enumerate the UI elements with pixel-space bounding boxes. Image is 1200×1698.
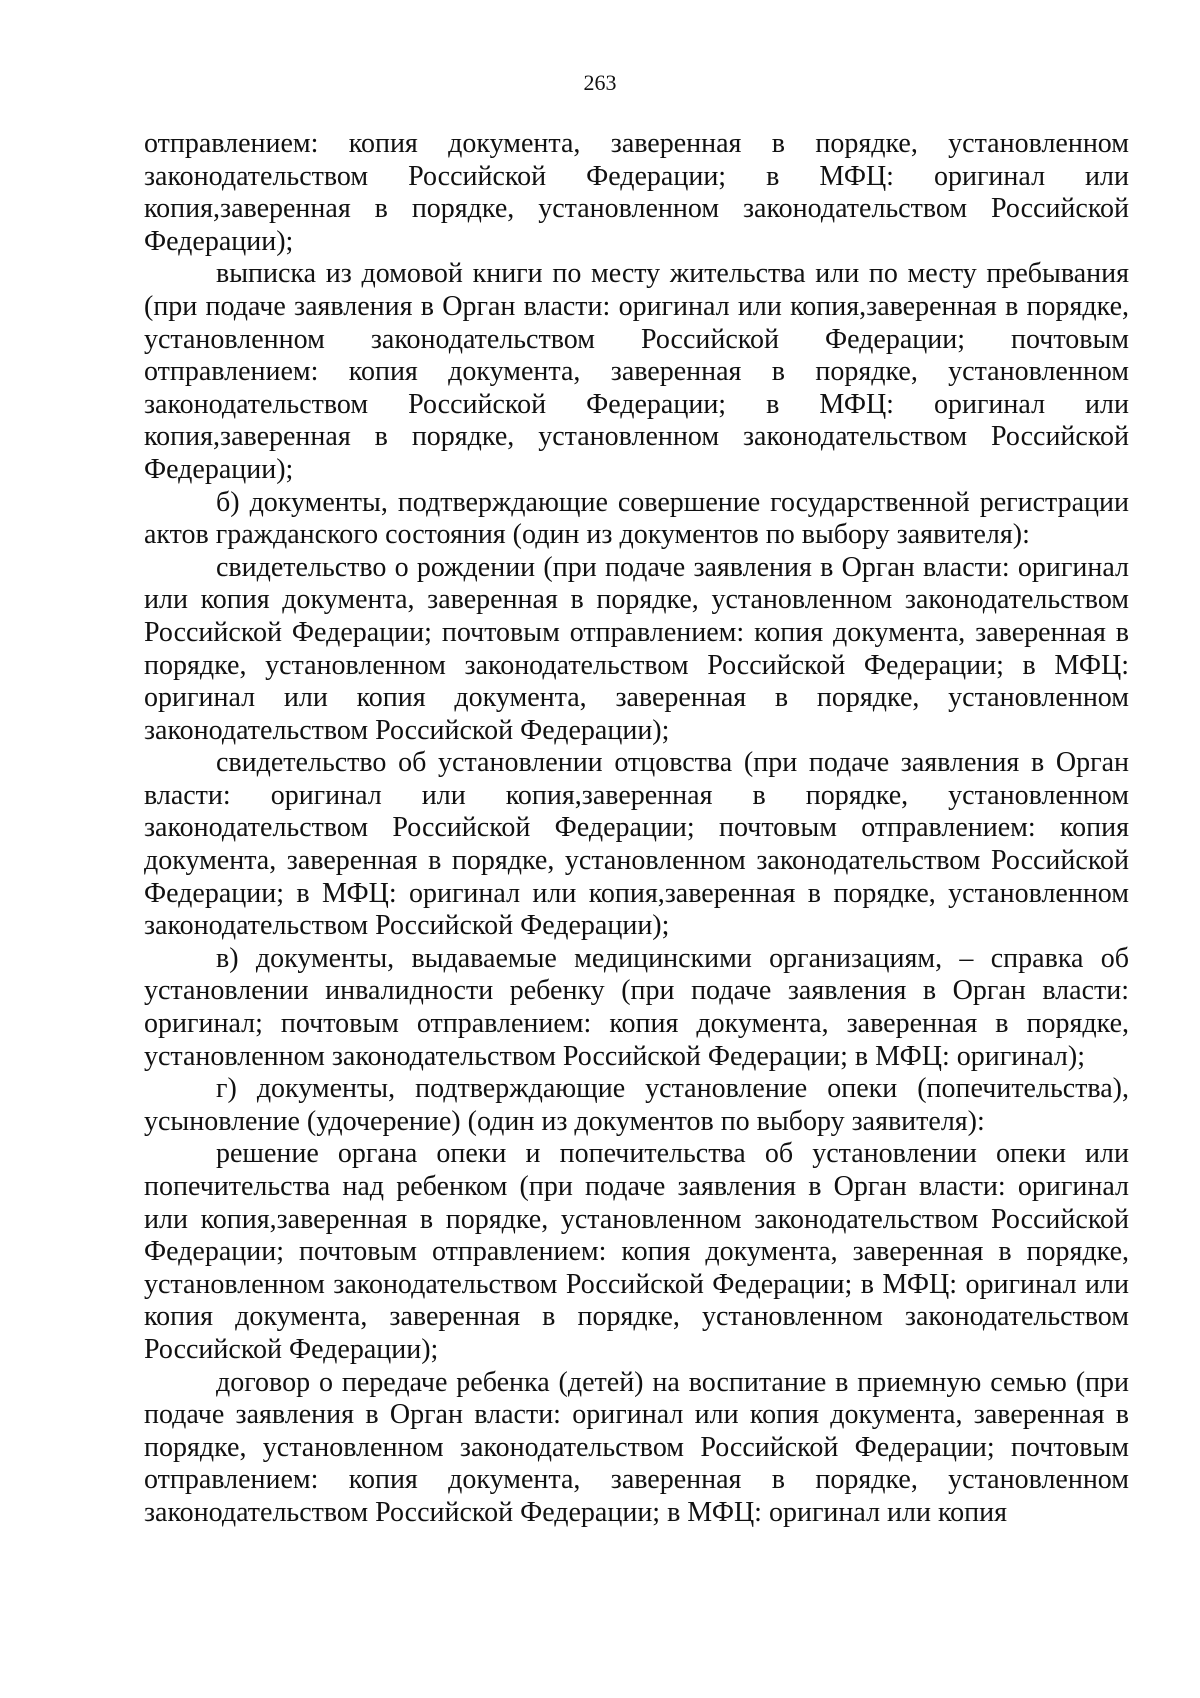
paragraph-continuation: отправлением: копия документа, заверенная в порядке, установленном законодательством Российской Федерации; в МФЦ: оригинал или копия,заверенная в порядке, установленном законодательством Российской Федерации);: [144, 128, 1129, 257]
paragraph-house-book-extract: выписка из домовой книги по месту жительства или по месту пребывания (при подаче заявления в Орган власти: оригинал или копия,заверенная в порядке, установленном законодательством Российской Федерации; почтовым отправлением: копия документа, заверенная в порядке, установленном законодательством Российской Федерации; в МФЦ: оригинал или копия,заверенная в порядке, установленном законодательством Российской Федерации);: [144, 258, 1129, 485]
paragraph-medical-documents: в) документы, выдаваемые медицинскими организациям, – справка об установлении инвалидности ребенку (при подаче заявления в Орган власти: оригинал; почтовым отправлением: копия документа, заверенная в порядке, установленном законодательством Российской Федерации; в МФЦ: оригинал);: [144, 942, 1129, 1072]
paragraph-guardianship-documents: г) документы, подтверждающие установление опеки (попечительства), усыновление (удочерение) (один из документов по выбору заявителя):: [144, 1073, 1129, 1137]
paragraph-civil-status-documents: б) документы, подтверждающие совершение государственной регистрации актов гражданского состояния (один из документов по выбору заявителя):: [144, 486, 1129, 551]
page-number: 263: [583, 70, 617, 95]
paragraph-paternity-certificate: свидетельство об установлении отцовства (при подаче заявления в Орган власти: оригинал или копия,заверенная в порядке, установленном законодательством Российской Федерации; почтовым отправлением: копия документа, заверенная в порядке, установленном законодательством Российской Федерации; в МФЦ: оригинал или копия,заверенная в порядке, установленном законодательством Российской Федерации);: [144, 747, 1129, 942]
paragraph-guardianship-decision: решение органа опеки и попечительства об установлении опеки или попечительства над ребенком (при подаче заявления в Орган власти: оригинал или копия,заверенная в порядке, установленном законодательством Российской Федерации; почтовым отправлением: копия документа, заверенная в порядке, установленном законодательством Российской Федерации; в МФЦ: оригинал или копия документа, заверенная в порядке, установленном законодательством Российской Федерации);: [144, 1138, 1129, 1365]
document-body: [144, 128, 1129, 1530]
paragraph-foster-family-agreement: договор о передаче ребенка (детей) на воспитание в приемную семью (при подаче заявления в Орган власти: оригинал или копия документа, заверенная в порядке, установленном законодательством Российской Федерации; почтовым отправлением: копия документа, заверенная в порядке, установленном законодательством Российской Федерации; в МФЦ: оригинал или копия: [144, 1366, 1129, 1528]
paragraph-birth-certificate: свидетельство о рождении (при подаче заявления в Орган власти: оригинал или копия документа, заверенная в порядке, установленном законодательством Российской Федерации; почтовым отправлением: копия документа, заверенная в порядке, установленном законодательством Российской Федерации; в МФЦ: оригинал или копия документа, заверенная в порядке, установленном законодательством Российской Федерации);: [144, 551, 1129, 746]
